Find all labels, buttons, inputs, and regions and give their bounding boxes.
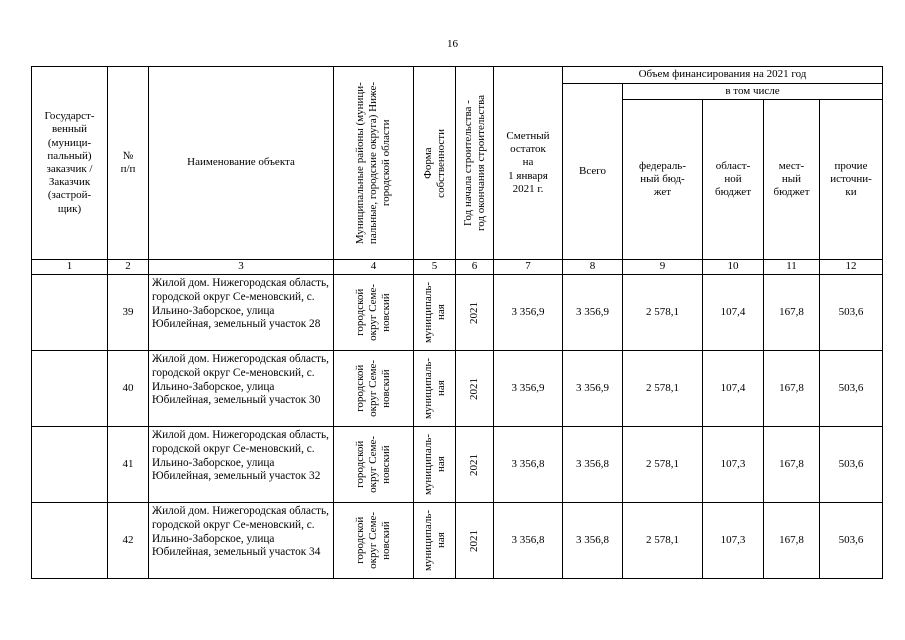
row-number: 39 bbox=[108, 275, 149, 351]
column-number: 4 bbox=[334, 260, 414, 275]
header-regional: област- ной бюджет bbox=[703, 100, 764, 260]
header-ownership: Форма собственности bbox=[414, 67, 456, 260]
header-local: мест- ный бюджет bbox=[764, 100, 820, 260]
year-cell: 2021 bbox=[456, 351, 494, 427]
local-cell: 167,8 bbox=[764, 503, 820, 579]
column-number: 1 bbox=[32, 260, 108, 275]
regional-cell: 107,3 bbox=[703, 503, 764, 579]
header-customer: Государст- венный (муници- пальный) заказчик / Заказчик (застрой- щик) bbox=[32, 67, 108, 260]
column-number: 2 bbox=[108, 260, 149, 275]
local-cell: 167,8 bbox=[764, 351, 820, 427]
header-other: прочие источни- ки bbox=[820, 100, 883, 260]
federal-cell: 2 578,1 bbox=[623, 503, 703, 579]
municipality-cell: городской округ Семе- новский bbox=[334, 275, 414, 351]
municipality-cell: городской округ Семе- новский bbox=[334, 427, 414, 503]
table-row bbox=[32, 275, 883, 351]
federal-cell: 2 578,1 bbox=[623, 275, 703, 351]
total-cell: 3 356,9 bbox=[563, 275, 623, 351]
header-object-name: Наименование объекта bbox=[149, 67, 334, 260]
local-cell: 167,8 bbox=[764, 275, 820, 351]
row-number: 41 bbox=[108, 427, 149, 503]
total-cell: 3 356,8 bbox=[563, 503, 623, 579]
customer-cell bbox=[32, 351, 108, 427]
ownership-cell: муниципаль- ная bbox=[414, 427, 456, 503]
other-cell: 503,6 bbox=[820, 427, 883, 503]
customer-cell bbox=[32, 427, 108, 503]
estimate-cell: 3 356,8 bbox=[494, 427, 563, 503]
ownership-cell: муниципаль- ная bbox=[414, 351, 456, 427]
header-years: Год начала строительства - год окончания строительства bbox=[456, 67, 494, 260]
total-cell: 3 356,8 bbox=[563, 427, 623, 503]
customer-cell bbox=[32, 275, 108, 351]
row-number: 42 bbox=[108, 503, 149, 579]
municipality-cell: городской округ Семе- новский bbox=[334, 351, 414, 427]
row-number: 40 bbox=[108, 351, 149, 427]
other-cell: 503,6 bbox=[820, 351, 883, 427]
header-estimate: Сметный остаток на 1 января 2021 г. bbox=[494, 67, 563, 260]
column-number: 11 bbox=[764, 260, 820, 275]
year-cell: 2021 bbox=[456, 275, 494, 351]
table-row bbox=[32, 427, 883, 503]
other-cell: 503,6 bbox=[820, 275, 883, 351]
column-number: 6 bbox=[456, 260, 494, 275]
ownership-cell: муниципаль- ная bbox=[414, 503, 456, 579]
regional-cell: 107,4 bbox=[703, 275, 764, 351]
column-number: 10 bbox=[703, 260, 764, 275]
local-cell: 167,8 bbox=[764, 427, 820, 503]
year-cell: 2021 bbox=[456, 503, 494, 579]
regional-cell: 107,3 bbox=[703, 427, 764, 503]
column-number: 9 bbox=[623, 260, 703, 275]
header-num: № п/п bbox=[108, 67, 149, 260]
federal-cell: 2 578,1 bbox=[623, 351, 703, 427]
object-name: Жилой дом. Нижегородская область, городской округ Се-меновский, с. Ильино-Заборское, улица Юбилейная, земельный участок 28 bbox=[149, 275, 334, 351]
municipality-cell: городской округ Семе- новский bbox=[334, 503, 414, 579]
page-number: 16 bbox=[447, 38, 458, 50]
regional-cell: 107,4 bbox=[703, 351, 764, 427]
column-number: 5 bbox=[414, 260, 456, 275]
column-number: 3 bbox=[149, 260, 334, 275]
column-number: 7 bbox=[494, 260, 563, 275]
financing-table bbox=[31, 66, 883, 579]
other-cell: 503,6 bbox=[820, 503, 883, 579]
table-row bbox=[32, 503, 883, 579]
estimate-cell: 3 356,8 bbox=[494, 503, 563, 579]
header-financing: Объем финансирования на 2021 год bbox=[563, 67, 883, 84]
object-name: Жилой дом. Нижегородская область, городской округ Се-меновский, с. Ильино-Заборское, улица Юбилейная, земельный участок 30 bbox=[149, 351, 334, 427]
federal-cell: 2 578,1 bbox=[623, 427, 703, 503]
year-cell: 2021 bbox=[456, 427, 494, 503]
header-including: в том числе bbox=[623, 84, 883, 100]
object-name: Жилой дом. Нижегородская область, городской округ Се-меновский, с. Ильино-Заборское, улица Юбилейная, земельный участок 32 bbox=[149, 427, 334, 503]
total-cell: 3 356,9 bbox=[563, 351, 623, 427]
header-municipality: Муниципальные районы (муници- пальные, городские округа) Ниже- городской области bbox=[334, 67, 414, 260]
estimate-cell: 3 356,9 bbox=[494, 351, 563, 427]
header-total: Всего bbox=[563, 84, 623, 260]
column-number: 12 bbox=[820, 260, 883, 275]
ownership-cell: муниципаль- ная bbox=[414, 275, 456, 351]
estimate-cell: 3 356,9 bbox=[494, 275, 563, 351]
object-name: Жилой дом. Нижегородская область, городской округ Се-меновский, с. Ильино-Заборское, улица Юбилейная, земельный участок 34 bbox=[149, 503, 334, 579]
header-federal: федераль- ный бюд- жет bbox=[623, 100, 703, 260]
table-row bbox=[32, 351, 883, 427]
column-number: 8 bbox=[563, 260, 623, 275]
customer-cell bbox=[32, 503, 108, 579]
